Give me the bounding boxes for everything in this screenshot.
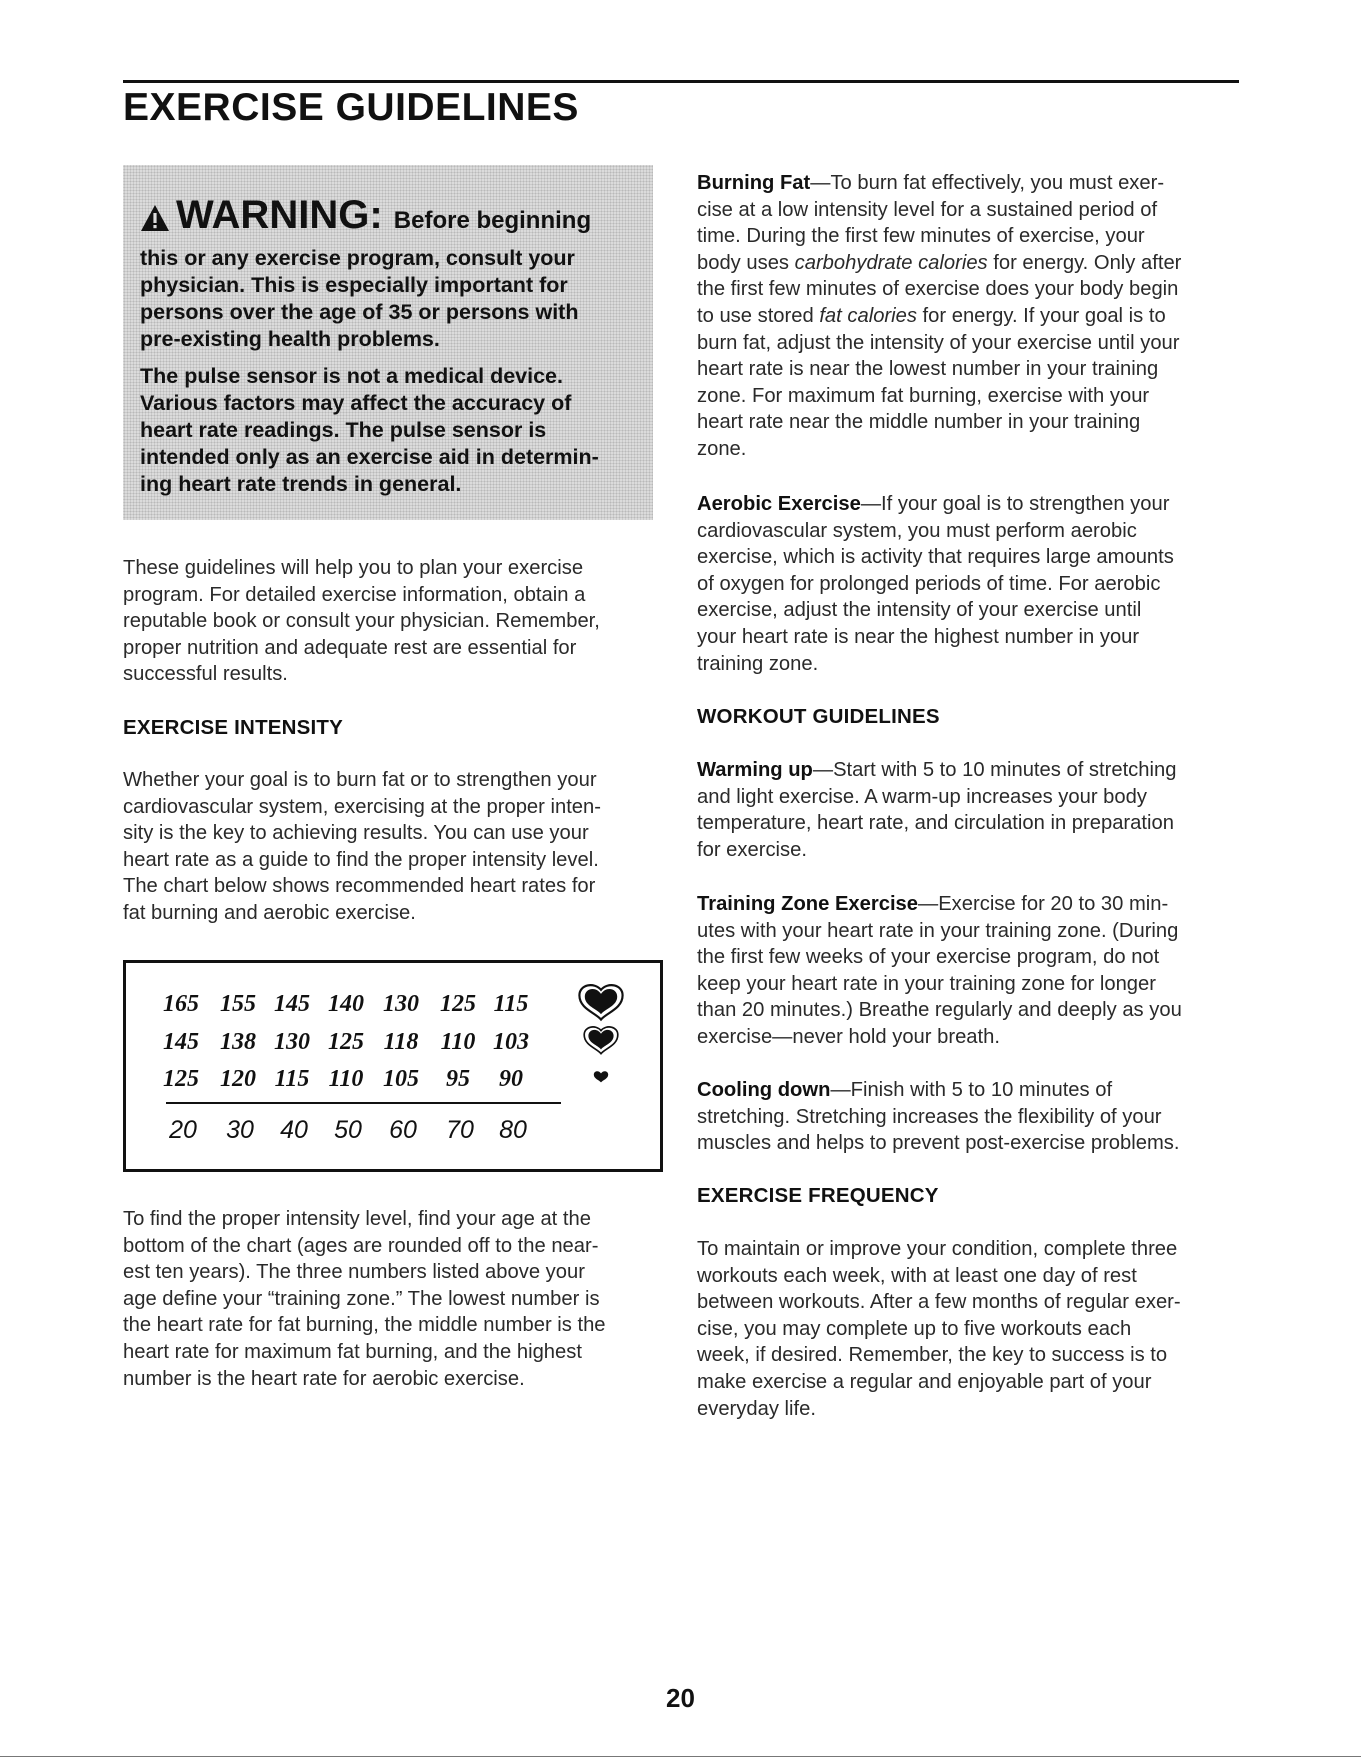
warning-line: Various factors may affect the accuracy of bbox=[140, 391, 572, 415]
line-text: cise, you may complete up to five workouts each bbox=[697, 1317, 1132, 1340]
heart-rate-value: 140 bbox=[328, 991, 364, 1017]
training-zone-line bbox=[697, 918, 1178, 945]
frequency-line bbox=[697, 1396, 816, 1423]
line-text: for exercise. bbox=[697, 838, 807, 861]
line-text: zone. For maximum fat burning, exercise with your bbox=[697, 384, 1150, 407]
line-text: zone. bbox=[697, 438, 747, 460]
line-text: sity is the key to achieving results. You can use your bbox=[123, 822, 589, 845]
chart-explanation-line bbox=[123, 1233, 598, 1260]
chart-explanation-line bbox=[123, 1206, 591, 1233]
line-text: —Exercise for 20 to 30 min- bbox=[918, 893, 1169, 915]
intro-line bbox=[123, 661, 288, 688]
line-text: exercise, adjust the intensity of your exercise until bbox=[697, 599, 1142, 622]
heart-rate-value: 145 bbox=[163, 1029, 199, 1055]
line-text: burn fat, adjust the intensity of your exercise until your bbox=[697, 331, 1180, 354]
line-text: number is the heart rate for aerobic exercise. bbox=[123, 1367, 525, 1390]
cooling-down-line bbox=[697, 1077, 1112, 1104]
warming-up-lead: Warming up bbox=[697, 759, 813, 781]
line-text: heart rate as a guide to find the proper intensity level. bbox=[123, 848, 599, 871]
intensity-line bbox=[123, 794, 601, 821]
cooling-down-lead: Cooling down bbox=[697, 1079, 831, 1101]
age-label: 20 bbox=[169, 1116, 197, 1144]
line-text: est ten years). The three numbers listed above your bbox=[123, 1261, 585, 1284]
warning-line: heart rate readings. The pulse sensor is bbox=[140, 418, 547, 442]
warning-lead: Before beginning bbox=[393, 207, 592, 234]
exercise-frequency-heading: EXERCISE FREQUENCY bbox=[697, 1184, 939, 1207]
intensity-line bbox=[123, 820, 589, 847]
age-label: 70 bbox=[446, 1116, 474, 1144]
intensity-line bbox=[123, 767, 597, 794]
line-text: workouts each week, with at least one day of rest bbox=[697, 1264, 1137, 1287]
warming-up-line bbox=[697, 757, 1176, 784]
warning-line: physician. This is especially important for bbox=[140, 273, 568, 297]
training-zone-line bbox=[697, 891, 1168, 918]
training-zone-lead: Training Zone Exercise bbox=[697, 893, 919, 915]
line-text: reputable book or consult your physician. Remember, bbox=[123, 610, 600, 633]
chart-explanation-line bbox=[123, 1259, 585, 1286]
medium-heart-icon bbox=[584, 1027, 618, 1054]
line-text: utes with your heart rate in your training zone. (During bbox=[697, 919, 1179, 942]
line-text: muscles and helps to prevent post-exercise problems. bbox=[697, 1132, 1180, 1155]
frequency-line bbox=[697, 1236, 1177, 1263]
line-text: for energy. If your goal is to bbox=[916, 305, 1166, 327]
warming-up-line bbox=[697, 810, 1174, 837]
aerobic-line bbox=[697, 544, 1174, 571]
burning-fat-line bbox=[697, 383, 1149, 410]
training-zone-line bbox=[697, 997, 1182, 1024]
line-text: time. During the first few minutes of exercise, your bbox=[697, 225, 1145, 248]
training-zone-line bbox=[697, 944, 1159, 971]
warning-line: ing heart rate trends in general. bbox=[140, 472, 462, 496]
intensity-line bbox=[123, 873, 595, 900]
burning-fat-line bbox=[697, 250, 1181, 277]
page-edge-rule bbox=[0, 1756, 1361, 1757]
heart-rate-value: 130 bbox=[383, 991, 419, 1017]
line-text: To find the proper intensity level, find your age at the bbox=[123, 1208, 591, 1230]
small-heart-icon bbox=[594, 1071, 608, 1082]
age-label: 30 bbox=[226, 1116, 254, 1144]
line-text: between workouts. After a few months of regular exer- bbox=[697, 1291, 1181, 1314]
line-text: keep your heart rate in your training zone for longer bbox=[697, 972, 1156, 995]
intro-line bbox=[123, 582, 585, 609]
aerobic-line bbox=[697, 651, 818, 678]
warming-up-line bbox=[697, 837, 807, 864]
large-heart-icon bbox=[579, 985, 622, 1019]
line-text: heart rate for maximum fat burning, and the highest bbox=[123, 1341, 582, 1363]
emphasis-text: fat calories bbox=[819, 305, 917, 327]
line-text: successful results. bbox=[123, 663, 288, 686]
heart-rate-value: 90 bbox=[499, 1066, 523, 1092]
line-text: your heart rate is near the highest number in your bbox=[697, 626, 1140, 648]
line-text: make exercise a regular and enjoyable part of your bbox=[697, 1371, 1152, 1393]
frequency-line bbox=[697, 1316, 1131, 1343]
heart-rate-value: 103 bbox=[493, 1029, 529, 1055]
intro-line bbox=[123, 635, 576, 662]
burning-fat-lead: Burning Fat bbox=[697, 172, 811, 194]
line-text: body uses bbox=[697, 251, 795, 274]
emphasis-text: carbohydrate calories bbox=[794, 251, 988, 274]
line-text: To maintain or improve your condition, complete three bbox=[697, 1238, 1178, 1260]
line-text: heart rate is near the lowest number in your training bbox=[697, 358, 1159, 381]
line-text: heart rate near the middle number in your training bbox=[697, 411, 1141, 434]
heart-rate-value: 95 bbox=[446, 1066, 470, 1092]
heart-rate-value: 155 bbox=[220, 991, 256, 1017]
heart-rate-value: 115 bbox=[493, 991, 529, 1017]
heart-rate-value: 165 bbox=[163, 991, 199, 1017]
burning-fat-line bbox=[697, 276, 1178, 303]
line-text: fat burning and aerobic exercise. bbox=[123, 902, 416, 924]
line-text: the first few weeks of your exercise program, do not bbox=[697, 946, 1160, 969]
cooling-down-line bbox=[697, 1104, 1162, 1131]
line-text: The chart below shows recommended heart rates for bbox=[123, 875, 596, 898]
heart-rate-value: 110 bbox=[440, 1029, 476, 1055]
heart-rate-chart-svg bbox=[126, 963, 666, 1175]
line-text: cardiovascular system, exercising at the proper inten- bbox=[123, 795, 601, 818]
chart-explanation-line bbox=[123, 1339, 582, 1366]
frequency-line bbox=[697, 1289, 1181, 1316]
heart-rate-value: 118 bbox=[383, 1029, 419, 1055]
warning-line: persons over the age of 35 or persons with bbox=[140, 300, 579, 324]
heart-rate-chart bbox=[123, 960, 663, 1172]
line-text: the heart rate for fat burning, the middle number is the bbox=[123, 1314, 606, 1337]
cooling-down-line bbox=[697, 1130, 1180, 1157]
line-text: proper nutrition and adequate rest are essential for bbox=[123, 636, 577, 659]
frequency-line bbox=[697, 1342, 1167, 1369]
workout-guidelines-heading: WORKOUT GUIDELINES bbox=[697, 705, 940, 728]
line-text: temperature, heart rate, and circulation in preparation bbox=[697, 812, 1174, 835]
age-label: 80 bbox=[499, 1116, 527, 1144]
line-text: age define your “training zone.” The lowest number is bbox=[123, 1287, 600, 1310]
line-text: stretching. Stretching increases the flexibility of your bbox=[697, 1105, 1162, 1128]
warming-up-line bbox=[697, 784, 1147, 811]
warning-line: The pulse sensor is not a medical device. bbox=[140, 364, 563, 388]
line-text: exercise, which is activity that requires large amounts bbox=[697, 546, 1174, 569]
line-text: the first few minutes of exercise does your body begin bbox=[697, 278, 1179, 301]
line-text: program. For detailed exercise information, obtain a bbox=[123, 583, 586, 606]
chart-explanation-line bbox=[123, 1312, 606, 1339]
frequency-line bbox=[697, 1369, 1151, 1396]
warning-box bbox=[123, 165, 653, 520]
line-text: exercise—never hold your breath. bbox=[697, 1026, 1000, 1048]
heart-rate-value: 138 bbox=[220, 1029, 256, 1055]
aerobic-line bbox=[697, 518, 1137, 545]
intro-line bbox=[123, 555, 583, 582]
burning-fat-line bbox=[697, 197, 1157, 224]
heart-rate-value: 110 bbox=[328, 1066, 364, 1092]
line-text: week, if desired. Remember, the key to success is to bbox=[697, 1344, 1168, 1367]
line-text: —To burn fat effectively, you must exer- bbox=[810, 172, 1165, 194]
line-text: of oxygen for prolonged periods of time. For aerobic bbox=[697, 572, 1161, 595]
aerobic-line bbox=[697, 571, 1160, 598]
heart-rate-value: 105 bbox=[383, 1066, 419, 1092]
aerobic-line bbox=[697, 624, 1139, 651]
intensity-line bbox=[123, 847, 599, 874]
burning-fat-line bbox=[697, 356, 1158, 383]
warning-line: this or any exercise program, consult your bbox=[140, 246, 575, 270]
aerobic-exercise-lead: Aerobic Exercise bbox=[697, 493, 861, 515]
burning-fat-line bbox=[697, 330, 1180, 357]
heart-rate-value: 120 bbox=[220, 1066, 256, 1092]
line-text: than 20 minutes.) Breathe regularly and deeply as you bbox=[697, 999, 1182, 1022]
burning-fat-line bbox=[697, 436, 746, 463]
line-text: Whether your goal is to burn fat or to strengthen your bbox=[123, 769, 597, 791]
chart-explanation-line bbox=[123, 1366, 525, 1393]
warning-label: WARNING: bbox=[176, 193, 383, 237]
line-text: cise at a low intensity level for a sustained period of bbox=[697, 198, 1158, 221]
training-zone-line bbox=[697, 1024, 1000, 1051]
training-zone-line bbox=[697, 971, 1156, 998]
heart-rate-value: 125 bbox=[440, 991, 476, 1017]
line-text: These guidelines will help you to plan your exercise bbox=[123, 557, 584, 579]
frequency-line bbox=[697, 1263, 1137, 1290]
line-text: cardiovascular system, you must perform aerobic bbox=[697, 519, 1137, 542]
warning-triangle-icon bbox=[140, 197, 170, 242]
line-text: for energy. Only after bbox=[987, 251, 1182, 274]
heart-rate-value: 115 bbox=[274, 1066, 310, 1092]
chart-explanation-line bbox=[123, 1286, 600, 1313]
heart-rate-value: 125 bbox=[163, 1066, 199, 1092]
burning-fat-line bbox=[697, 303, 1166, 330]
warning-line: pre-existing health problems. bbox=[140, 327, 440, 351]
line-text: training zone. bbox=[697, 652, 819, 675]
age-label: 40 bbox=[280, 1116, 308, 1144]
burning-fat-line bbox=[697, 223, 1145, 250]
intensity-line bbox=[123, 900, 416, 927]
page-title: EXERCISE GUIDELINES bbox=[123, 86, 579, 129]
burning-fat-line bbox=[697, 409, 1140, 436]
line-text: —Start with 5 to 10 minutes of stretching bbox=[812, 759, 1177, 781]
aerobic-line bbox=[697, 597, 1141, 624]
warning-line: intended only as an exercise aid in determin- bbox=[140, 445, 599, 469]
title-rule bbox=[123, 80, 1239, 83]
line-text: and light exercise. A warm-up increases your body bbox=[697, 785, 1147, 808]
line-text: —Finish with 5 to 10 minutes of bbox=[830, 1079, 1113, 1101]
age-label: 60 bbox=[389, 1116, 417, 1144]
intro-line bbox=[123, 608, 600, 635]
age-label: 50 bbox=[334, 1116, 362, 1144]
burning-fat-line bbox=[697, 170, 1164, 197]
line-text: to use stored bbox=[697, 305, 820, 327]
line-text: everyday life. bbox=[697, 1397, 816, 1420]
warning-heading-line bbox=[140, 193, 591, 242]
line-text: bottom of the chart (ages are rounded off to the near- bbox=[123, 1234, 599, 1257]
heart-rate-value: 145 bbox=[274, 991, 310, 1017]
page-number: 20 bbox=[666, 1683, 695, 1713]
line-text: —If your goal is to strengthen your bbox=[860, 493, 1170, 515]
heart-rate-value: 125 bbox=[328, 1029, 364, 1055]
aerobic-line bbox=[697, 491, 1169, 518]
exercise-intensity-heading: EXERCISE INTENSITY bbox=[123, 716, 344, 739]
heart-rate-value: 130 bbox=[274, 1029, 310, 1055]
